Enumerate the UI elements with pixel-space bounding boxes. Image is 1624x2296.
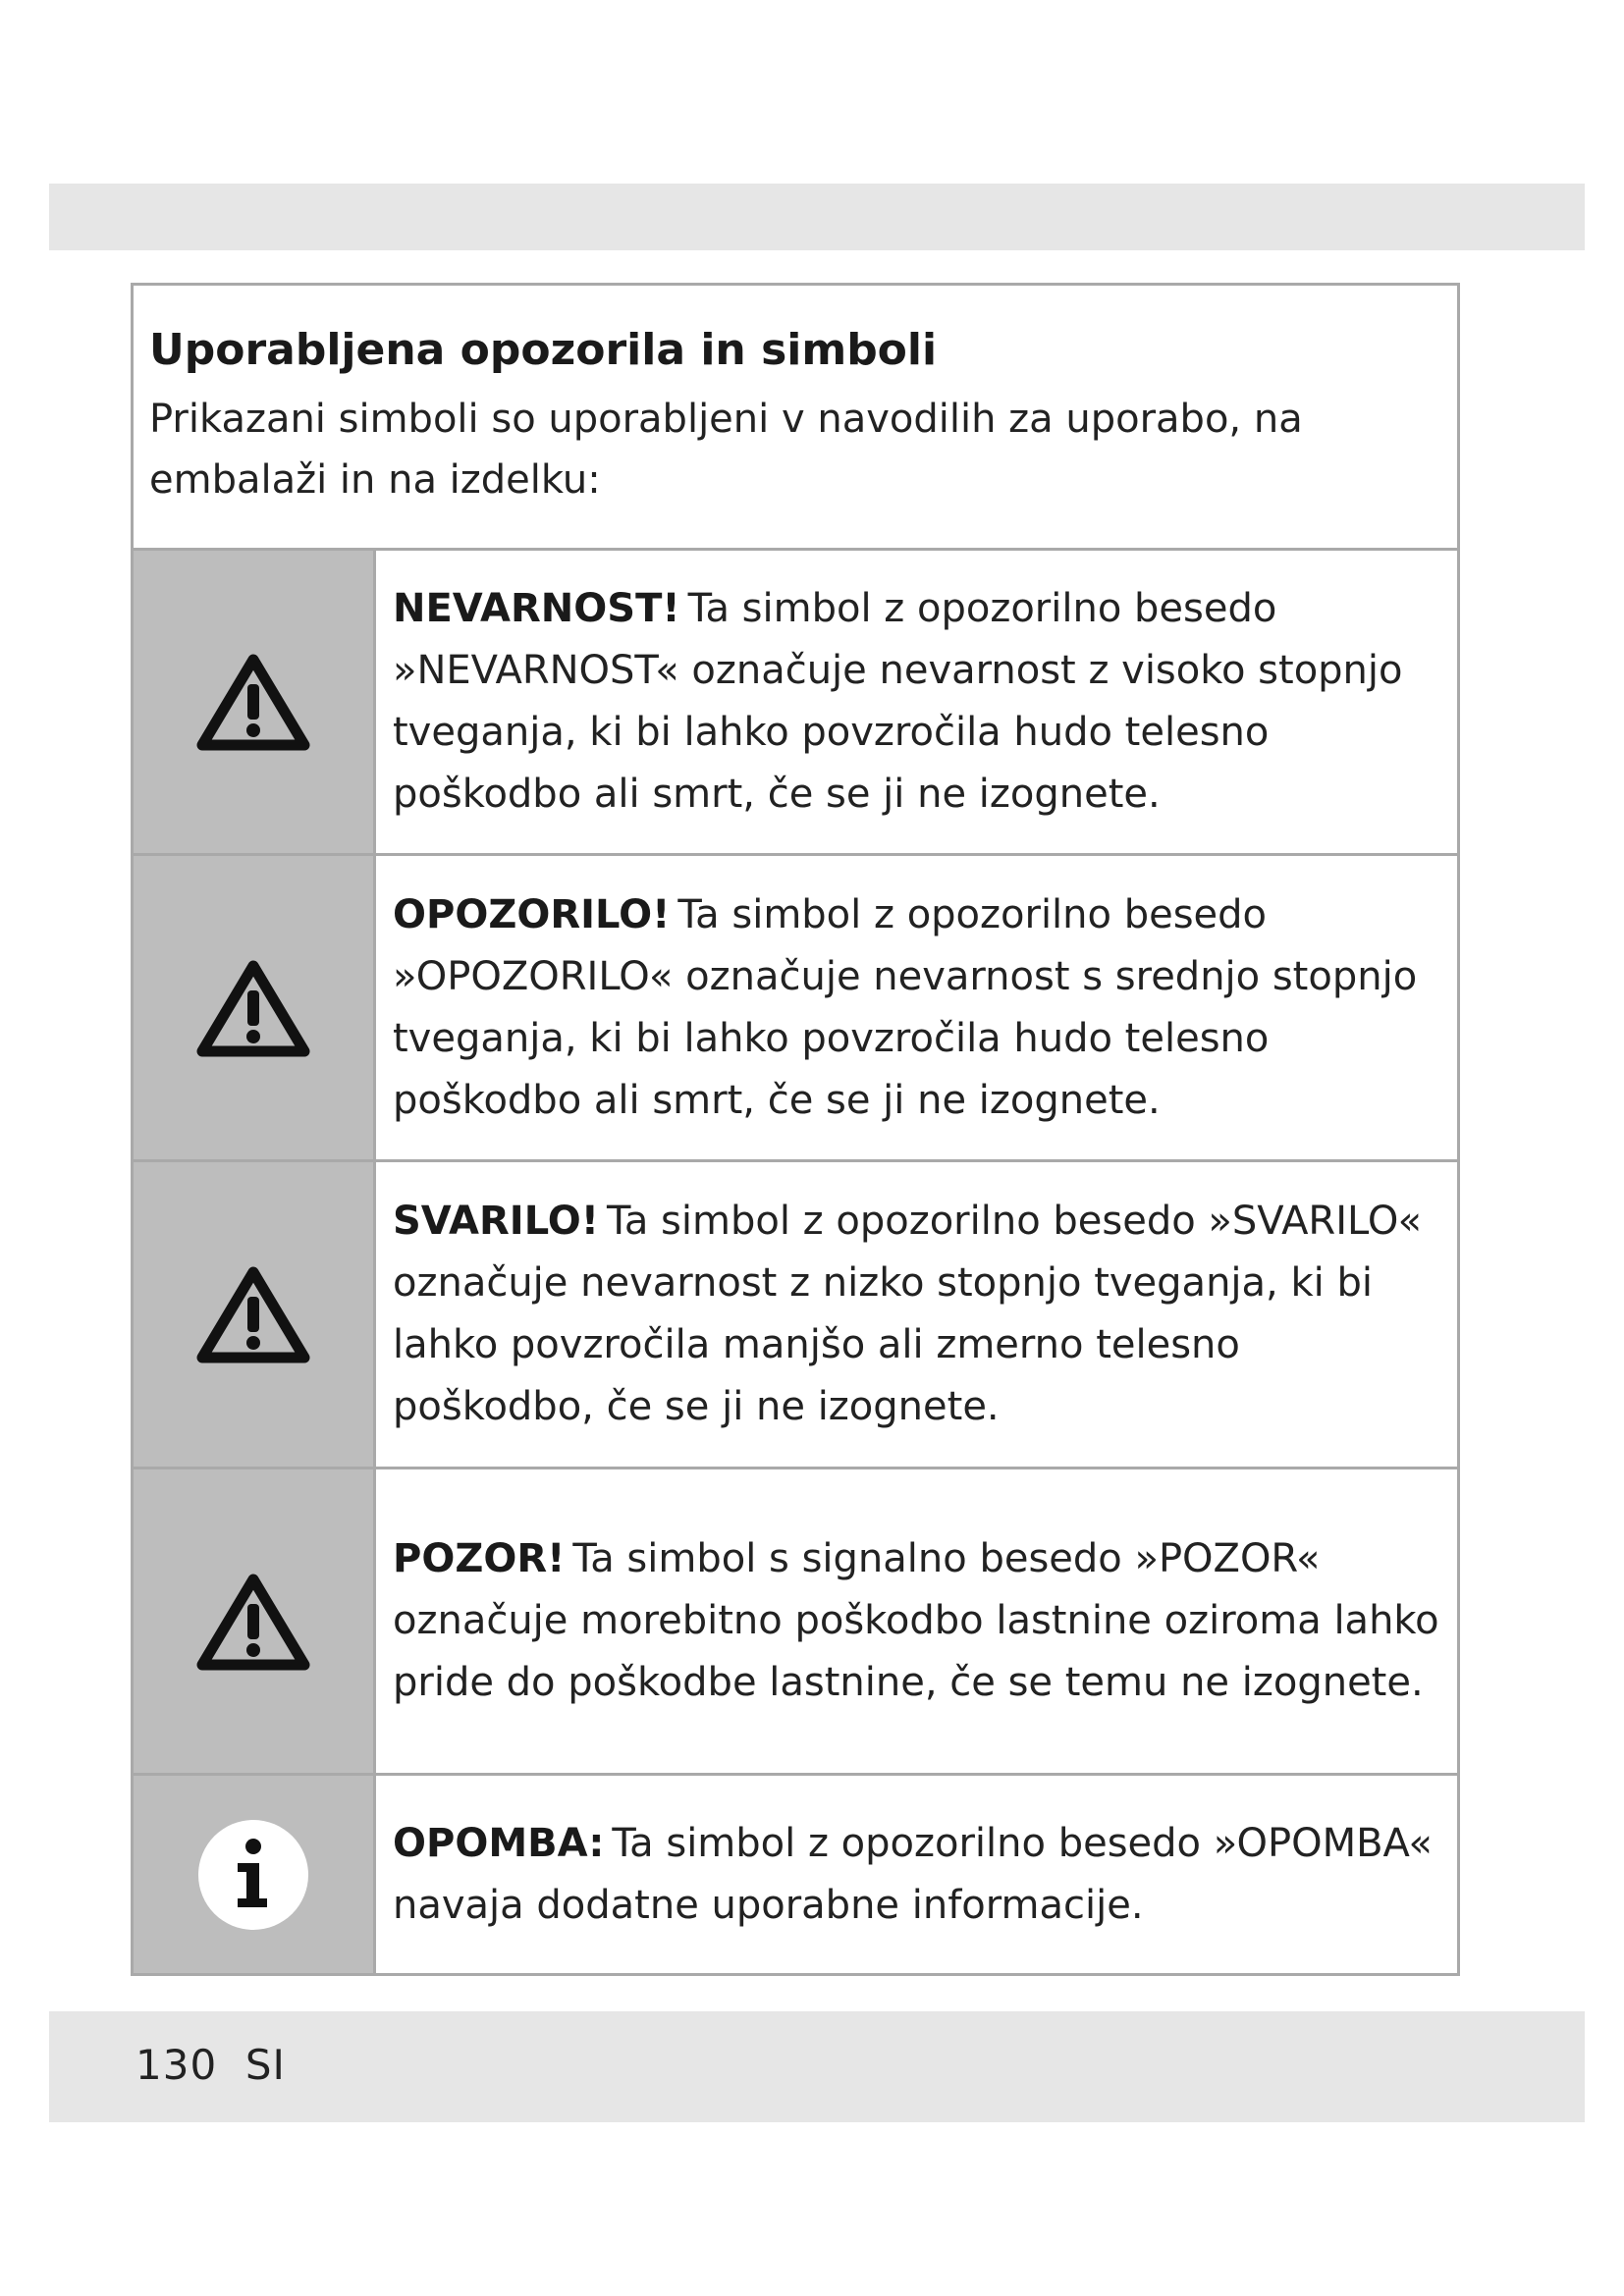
warning-triangle-icon [195, 957, 311, 1059]
text-cell [376, 1469, 1457, 1773]
icon-cell [134, 1469, 376, 1773]
symbol-row-notice [134, 1469, 1457, 1776]
top-band [49, 184, 1585, 250]
warning-triangle-icon [195, 1263, 311, 1365]
text-cell [376, 1162, 1457, 1467]
row-text: Ta simbol z opozorilno besedo »NEVARNOST« označuje nevarnost z visoko stopnjo tveganja, ki bi lahko povzročila hudo telesno poškodbo ali smrt, če se ji ne izognete. [393, 586, 1403, 817]
row-description [393, 1191, 1441, 1438]
row-description [393, 884, 1441, 1132]
warning-triangle-icon [195, 1571, 311, 1673]
row-description [393, 1528, 1441, 1714]
text-cell [376, 856, 1457, 1159]
symbol-row-warning [134, 856, 1457, 1162]
warning-triangle-icon [195, 651, 311, 753]
icon-cell [134, 1776, 376, 1973]
symbol-row-caution [134, 1162, 1457, 1469]
icon-cell [134, 551, 376, 853]
intro-section [134, 286, 1457, 551]
signal-word: SVARILO! [393, 1199, 599, 1244]
section-title: Uporabljena opozorila in simboli [149, 325, 938, 375]
icon-cell [134, 1162, 376, 1467]
symbol-row-danger [134, 551, 1457, 856]
text-cell [376, 1776, 1457, 1973]
text-cell [376, 551, 1457, 853]
row-description [393, 578, 1441, 826]
signal-word: POZOR! [393, 1536, 566, 1581]
row-text: Ta simbol z opozorilno besedo »SVARILO« označuje nevarnost z nizko stopnjo tveganja, ki bi lahko povzročila manjšo ali zmerno telesno poškodbo, če se ji ne izognete. [393, 1199, 1423, 1429]
row-text: Ta simbol z opozorilno besedo »OPOZORILO« označuje nevarnost s srednjo stopnjo tveganja, ki bi lahko povzročila hudo telesno poškodbo ali smrt, če se ji ne izognete. [393, 891, 1418, 1123]
symbols-panel [131, 283, 1460, 1976]
row-text: Ta simbol s signalno besedo »POZOR« označuje morebitno poškodbo lastnine oziroma lahko pride do poškodbe lastnine, če se temu ne izognete. [393, 1536, 1439, 1705]
page-number: 130 SI [135, 2041, 286, 2089]
info-icon [194, 1816, 312, 1934]
footer-band [49, 2011, 1585, 2122]
symbol-row-note [134, 1776, 1457, 1973]
row-description [393, 1813, 1441, 1937]
signal-word: NEVARNOST! [393, 586, 680, 631]
intro-text: Prikazani simboli so uporabljeni v navodilih za uporabo, na embalaži in na izdelku: [149, 397, 1303, 503]
icon-cell [134, 856, 376, 1159]
signal-word: OPOMBA: [393, 1820, 605, 1866]
signal-word: OPOZORILO! [393, 891, 671, 937]
row-text: Ta simbol z opozorilno besedo »OPOMBA« navaja dodatne uporabne informacije. [393, 1820, 1433, 1928]
